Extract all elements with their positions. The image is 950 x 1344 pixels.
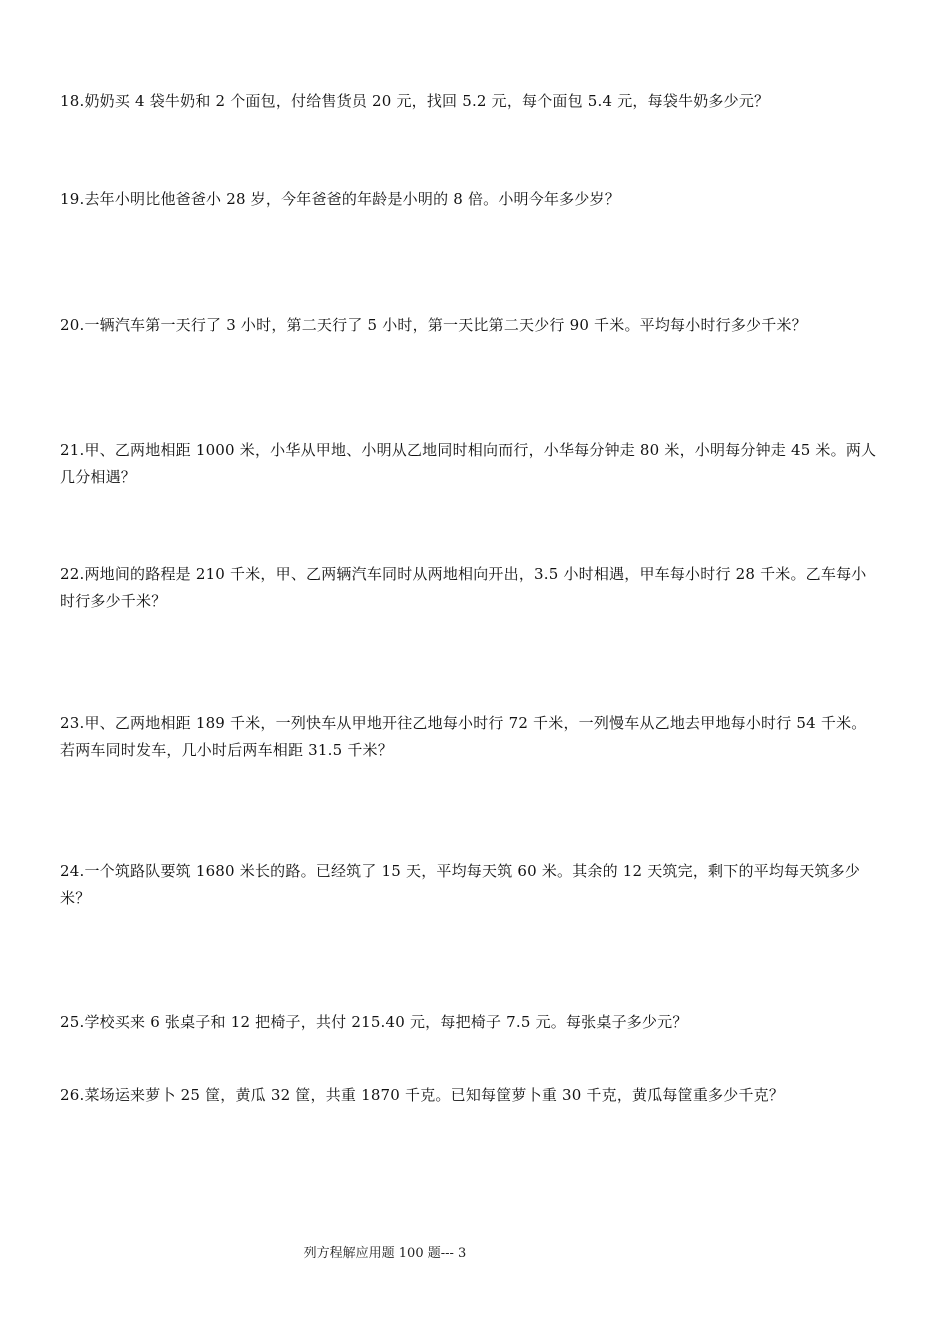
page-footer: 列方程解应用题 100 题--- 3 bbox=[303, 1246, 467, 1261]
problem-21: 21.甲、乙两地相距 1000 米，小华从甲地、小明从乙地同时相向而行，小华每分钟走 80 米，小明每分钟走 45 米。两人几分相遇？ bbox=[60, 441, 877, 486]
problem-20: 20.一辆汽车第一天行了 3 小时，第二天行了 5 小时，第一天比第二天少行 90 千米。平均每小时行多少千米？ bbox=[60, 316, 807, 334]
problem-18: 18.奶奶买 4 袋牛奶和 2 个面包，付给售货员 20 元，找回 5.2 元，每个面包 5.4 元，每袋牛奶多少元？ bbox=[60, 92, 770, 110]
problem-24: 24.一个筑路队要筑 1680 米长的路。已经筑了 15 天，平均每天筑 60 米。其余的 12 天筑完，剩下的平均每天筑多少米？ bbox=[60, 862, 861, 907]
problem-25: 25.学校买来 6 张桌子和 12 把椅子，共付 215.40 元，每把椅子 7.5 元。每张桌子多少元？ bbox=[60, 1013, 688, 1031]
problem-22: 22.两地间的路程是 210 千米，甲、乙两辆汽车同时从两地相向开出，3.5 小时相遇，甲车每小时行 28 千米。乙车每小时行多少千米？ bbox=[60, 565, 867, 610]
problem-23: 23.甲、乙两地相距 189 千米，一列快车从甲地开往乙地每小时行 72 千米，一列慢车从乙地去甲地每小时行 54 千米。若两车同时发车，几小时后两车相距 31.5 千米？ bbox=[60, 714, 867, 759]
problem-19: 19.去年小明比他爸爸小 28 岁，今年爸爸的年龄是小明的 8 倍。小明今年多少岁？ bbox=[60, 190, 620, 208]
problem-26: 26.菜场运来萝卜 25 筐，黄瓜 32 筐，共重 1870 千克。已知每筐萝卜重 30 千克，黄瓜每筐重多少千克？ bbox=[60, 1086, 785, 1104]
